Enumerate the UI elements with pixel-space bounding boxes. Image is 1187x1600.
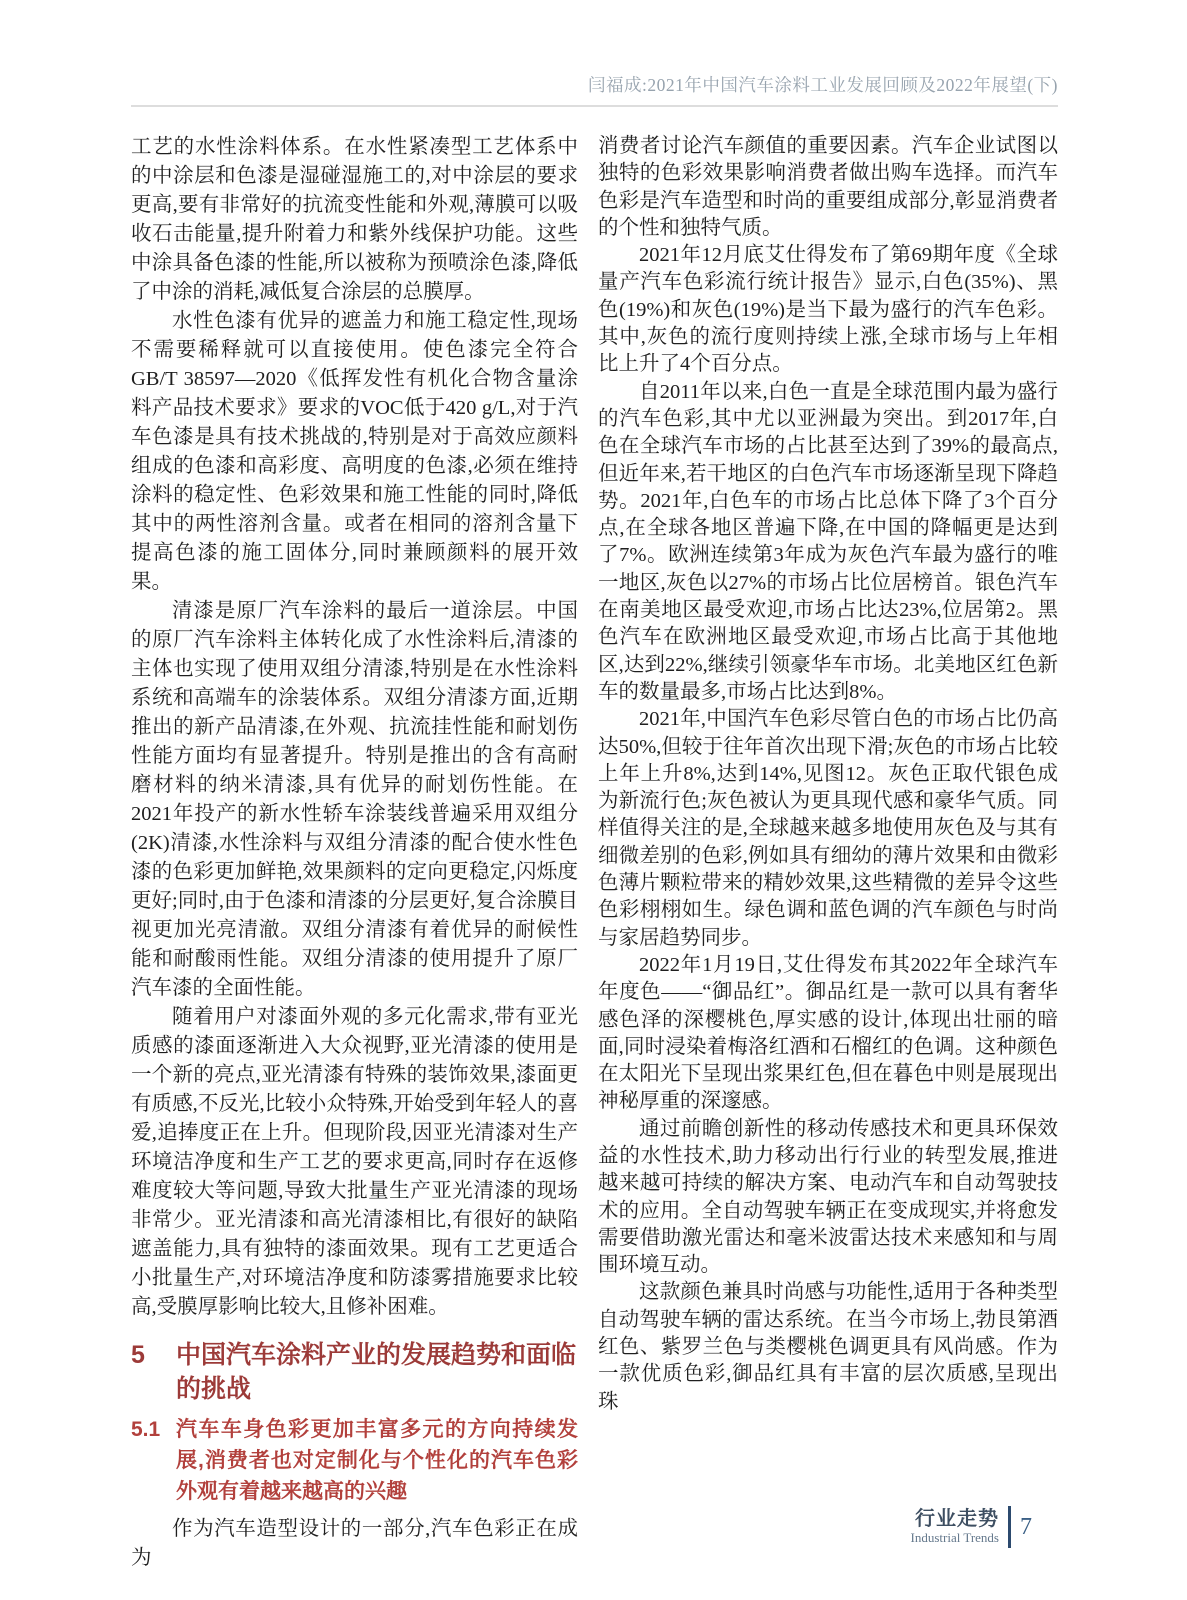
left-column xyxy=(131,133,578,1573)
subsection-heading xyxy=(131,1414,578,1507)
running-header xyxy=(131,72,1058,97)
paragraph: 清漆是原厂汽车涂料的最后一道涂层。中国的原厂汽车涂料主体转化成了水性涂料后,清漆的主体也实现了使用双组分清漆,特别是在水性涂料系统和高端车的涂装体系。双组分清漆方面,近期推出的新产品清漆,在外观、抗流挂性能和耐划伤性能方面均有显著提升。特别是推出的含有高耐磨材料的纳米清漆,具有优异的耐划伤性能。在2021年投产的新水性轿车涂装线普遍采用双组分(2K)清漆,水性涂料与双组分清漆的配合使水性色漆的色彩更加鲜艳,效果颜料的定向更稳定,闪烁度更好;同时,由于色漆和清漆的分层更好,复合涂膜目视更加光亮清澈。双组分清漆有着优异的耐候性能和耐酸雨性能。双组分清漆的使用提升了原厂汽车漆的全面性能。 xyxy=(131,600,578,999)
running-title: 闫福成:2021年中国汽车涂料工业发展回顾及2022年展望(下) xyxy=(587,75,1058,95)
paragraph: 这款颜色兼具时尚感与功能性,适用于各种类型自动驾驶车辆的雷达系统。在当今市场上,勃艮第酒红色、紫罗兰色与类樱桃色调更具有风尚感。作为一款优质色彩,御品红具有丰富的层次质感,呈现出珠 xyxy=(598,1281,1058,1413)
section-number: 5 xyxy=(131,1341,145,1369)
paragraph: 2021年,中国汽车色彩尽管白色的市场占比仍高达50%,但较于往年首次出现下滑;灰色的市场占比较上年上升8%,达到14%,见图12。灰色正取代银色成为新流行色;灰色被认为更具现代感和豪华气质。同样值得关注的是,全球越来越多地使用灰色及与其有细微差别的色彩,例如具有细幼的薄片效果和由微彩色薄片颗粒带来的精妙效果,这些精微的差异令这些色彩栩栩如生。绿色调和蓝色调的汽车颜色与时尚与家居趋势同步。 xyxy=(598,708,1058,949)
right-column xyxy=(598,133,1058,1573)
footer-section-block xyxy=(911,1508,999,1546)
content-columns xyxy=(131,133,1058,1573)
section-title: 中国汽车涂料产业的发展趋势和面临的挑战 xyxy=(176,1341,577,1403)
paragraph: 随着用户对漆面外观的多元化需求,带有亚光质感的漆面逐渐进入大众视野,亚光清漆的使用是一个新的亮点,亚光清漆有特殊的装饰效果,漆面更有质感,不反光,比较小众特殊,开始受到年轻人的喜爱,追捧度正在上升。但现阶段,因亚光清漆对生产环境洁净度和生产工艺的要求更高,同时存在返修难度较大等问题,导致大批量生产亚光清漆的现场非常少。亚光清漆和高光清漆相比,有很好的缺陷遮盖能力,具有独特的漆面效果。现有工艺更适合小批量生产,对环境洁净度和防漆雾措施要求比较高,受膜厚影响比较大,且修补困难。 xyxy=(131,1006,578,1318)
footer-section-en: Industrial Trends xyxy=(910,1530,999,1545)
paragraph: 工艺的水性涂料体系。在水性紧凑型工艺体系中的中涂层和色漆是湿碰湿施工的,对中涂层的要求更高,要有非常好的抗流变性能和外观,薄膜可以吸收石击能量,提升附着力和紫外线保护功能。这些中涂具备色漆的性能,所以被称为预喷涂色漆,降低了中涂的消耗,减低复合涂层的总膜厚。 xyxy=(131,136,578,303)
paragraph: 2021年12月底艾仕得发布了第69期年度《全球量产汽车色彩流行统计报告》显示,白色(35%)、黑色(19%)和灰色(19%)是当下最为盛行的汽车色彩。其中,灰色的流行度则持续上涨,全球市场与上年相比上升了4个百分点。 xyxy=(598,244,1058,376)
paragraph: 通过前瞻创新性的移动传感技术和更具环保效益的水性技术,助力移动出行行业的转型发展,推进越来越可持续的解决方案、电动汽车和自动驾驶技术的应用。全自动驾驶车辆正在变成现实,并将愈发需要借助激光雷达和毫米波雷达技术来感知和与周围环境互动。 xyxy=(598,1117,1058,1277)
page-footer xyxy=(911,1506,1032,1548)
page-number: 7 xyxy=(1020,1513,1032,1540)
footer-divider xyxy=(1008,1506,1011,1548)
paragraph: 自2011年以来,白色一直是全球范围内最为盛行的汽车色彩,其中尤以亚洲最为突出。到2017年,白色在全球汽车市场的占比甚至达到了39%的最高点,但近年来,若干地区的白色汽车市场逐渐呈现下降趋势。2021年,白色车的市场占比总体下降了3个百分点,在全球各地区普遍下降,在中国的降幅更是达到了7%。欧洲连续第3年成为灰色汽车最为盛行的唯一地区,灰色以27%的市场占比位居榜首。银色汽车在南美地区最受欢迎,市场占比达23%,位居第2。黑色汽车在欧洲地区最受欢迎,市场占比高于其他地区,达到22%,继续引领豪华车市场。北美地区红色新车的数量最多,市场占比达到8%。 xyxy=(598,380,1058,703)
subsection-number: 5.1 xyxy=(131,1418,161,1441)
footer-section-cn: 行业走势 xyxy=(915,1508,999,1530)
paragraph: 2022年1月19日,艾仕得发布其2022年全球汽车年度色——“御品红”。御品红是一款可以具有奢华感色泽的深樱桃色,厚实感的设计,体现出壮丽的暗面,同时浸染着梅洛红酒和石榴红的色调。这种颜色在太阳光下呈现出浆果红色,但在暮色中则是展现出神秘厚重的深邃感。 xyxy=(598,953,1058,1113)
subsection-title: 汽车车身色彩更加丰富多元的方向持续发展,消费者也对定制化与个性化的汽车色彩外观有着越来越高的兴趣 xyxy=(176,1418,578,1503)
section-heading xyxy=(131,1338,578,1406)
paragraph: 水性色漆有优异的遮盖力和施工稳定性,现场不需要稀释就可以直接使用。使色漆完全符合GB/T 38597—2020《低挥发性有机化合物含量涂料产品技术要求》要求的VOC低于420 g/L,对于汽车色漆是具有技术挑战的,特别是对于高效应颜料组成的色漆和高彩度、高明度的色漆,必须在维持涂料的稳定性、色彩效果和施工性能的同时,降低其中的两性溶剂含量。或者在相同的溶剂含量下提高色漆的施工固体分,同时兼顾颜料的展开效果。 xyxy=(131,310,578,593)
paragraph: 消费者讨论汽车颜值的重要因素。汽车企业试图以独特的色彩效果影响消费者做出购车选择。而汽车色彩是汽车造型和时尚的重要组成部分,彰显消费者的个性和独特气质。 xyxy=(598,135,1058,239)
paragraph: 作为汽车造型设计的一部分,汽车色彩正在成为 xyxy=(131,1518,578,1569)
header-rule xyxy=(131,105,1058,107)
